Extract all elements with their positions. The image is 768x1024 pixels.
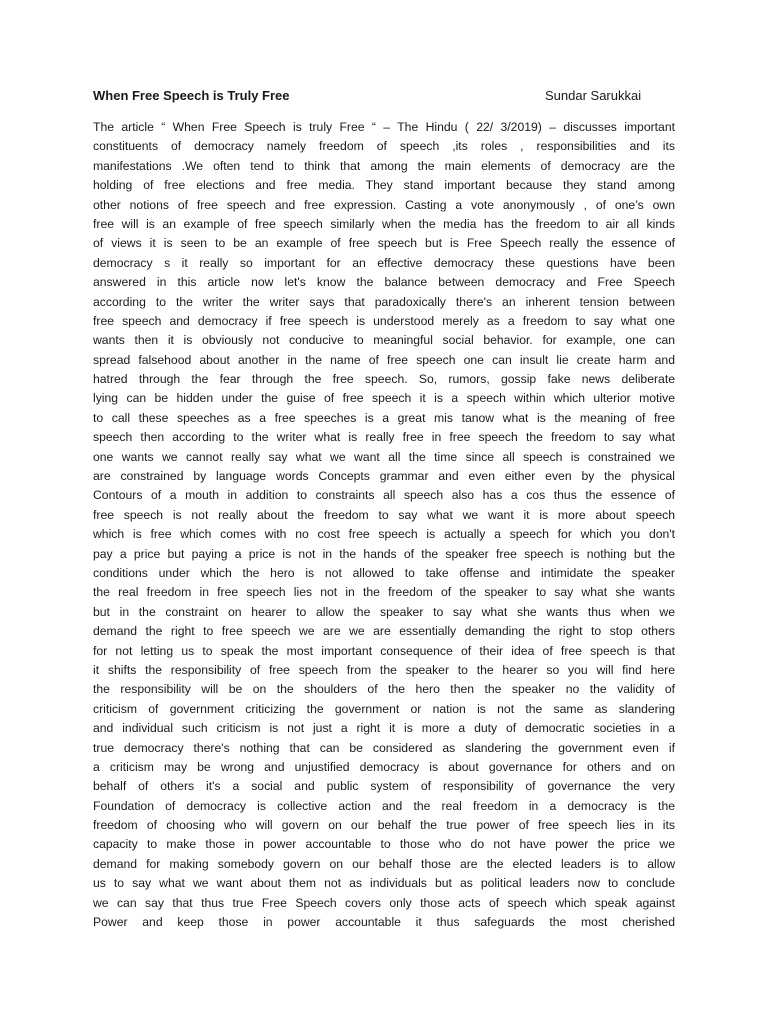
body-line: behalf of others it's a social and public system of responsibility of governance the very xyxy=(93,779,675,794)
body-line: demand for making somebody govern on our behalf those are the elected leaders is to allow xyxy=(93,856,675,871)
body-line: spread falsehood about another in the name of free speech one can insult lie create harm and xyxy=(93,352,675,367)
article-body xyxy=(93,118,675,932)
body-line: Power and keep those in power accountable it thus safeguards the most cherished xyxy=(93,915,675,930)
body-line: the real freedom in free speech lies not in the freedom of the speaker to say what she wants xyxy=(93,585,675,600)
body-line: it shifts the responsibility of free speech from the speaker to the hearer so you will find here xyxy=(93,662,675,677)
body-line: and individual such criticism is not just a right it is more a duty of democratic societies in a xyxy=(93,721,675,736)
body-line: demand the right to free speech we are we are essentially demanding the right to stop others xyxy=(93,624,675,639)
body-line: free speech is not really about the freedom to say what we want it is more about speech xyxy=(93,507,675,522)
body-line: are constrained by language words Concepts grammar and even either even by the physical xyxy=(93,469,675,484)
body-line: to call these speeches as a free speeches is a great mis tanow what is the meaning of free xyxy=(93,410,675,425)
body-line: lying can be hidden under the guise of free speech it is a speech within which ulterior motive xyxy=(93,391,675,406)
body-line: manifestations .We often tend to think that among the main elements of democracy are the xyxy=(93,158,675,173)
body-line: The article “ When Free Speech is truly Free “ – The Hindu ( 22/ 3/2019) – discusses important xyxy=(93,120,675,134)
body-line: free will is an example of free speech similarly when the media has the freedom to air all kinds xyxy=(93,216,675,231)
body-line: freedom of choosing who will govern on our behalf the true power of free speech lies in its xyxy=(93,818,675,833)
body-line: speech then according to the writer what is really free in free speech the freedom to say what xyxy=(93,430,675,445)
body-line: Contours of a mouth in addition to constraints all speech also has a cos thus the essence of xyxy=(93,488,675,503)
body-line: criticism of government criticizing the government or nation is not the same as slandering xyxy=(93,701,675,716)
body-line: capacity to make those in power accountable to those who do not have power the price we xyxy=(93,837,675,852)
body-line: of views it is seen to be an example of free speech but is Free Speech really the essence of xyxy=(93,236,675,251)
document-author: Sundar Sarukkai xyxy=(545,88,642,103)
body-line: for not letting us to speak the most important consequence of their idea of free speech is that xyxy=(93,643,675,658)
body-line: answered in this article now let's know the balance between democracy and Free Speech xyxy=(93,275,675,290)
body-line: Foundation of democracy is collective action and the real freedom in a democracy is the xyxy=(93,798,675,813)
body-line: free speech and democracy if free speech is understood merely as a freedom to say what one xyxy=(93,313,675,328)
body-line: wants then it is obviously not conducive to meaningful social behavior. for example, one can xyxy=(93,333,675,348)
document-header xyxy=(93,88,675,108)
body-line: conditions under which the hero is not allowed to take offense and intimidate the speaker xyxy=(93,565,675,580)
body-line: but in the constraint on hearer to allow the speaker to say what she wants thus when we xyxy=(93,604,675,619)
body-line: holding of free elections and free media. They stand important because they stand among xyxy=(93,178,675,193)
body-line: we can say that thus true Free Speech covers only those acts of speech which speak against xyxy=(93,895,675,910)
body-line: according to the writer the writer says that paradoxically there's an inherent tension between xyxy=(93,294,675,309)
body-line: hatred through the fear through the free speech. So, rumors, gossip fake news deliberate xyxy=(93,372,675,387)
body-line: democracy s it really so important for an effective democracy these questions have been xyxy=(93,255,675,270)
body-line: which is free which comes with no cost free speech is actually a speech for which you don't xyxy=(93,527,675,542)
body-line: true democracy there's nothing that can be considered as slandering the government even if xyxy=(93,740,675,755)
body-line: us to say what we want about them not as individuals but as political leaders now to conclude xyxy=(93,876,675,891)
body-line: the responsibility will be on the shoulders of the hero then the speaker no the validity of xyxy=(93,682,675,697)
document-title: When Free Speech is Truly Free xyxy=(93,88,290,103)
body-line: one wants we cannot really say what we want all the time since all speech is constrained we xyxy=(93,449,675,464)
body-line: a criticism may be wrong and unjustified democracy is about governance for others and on xyxy=(93,759,675,774)
body-line: constituents of democracy namely freedom of speech ,its roles , responsibilities and its xyxy=(93,139,675,154)
body-line: other notions of free speech and free expression. Casting a vote anonymously , of one’s own xyxy=(93,197,675,212)
body-line: pay a price but paying a price is not in the hands of the speaker free speech is nothing but the xyxy=(93,546,675,561)
